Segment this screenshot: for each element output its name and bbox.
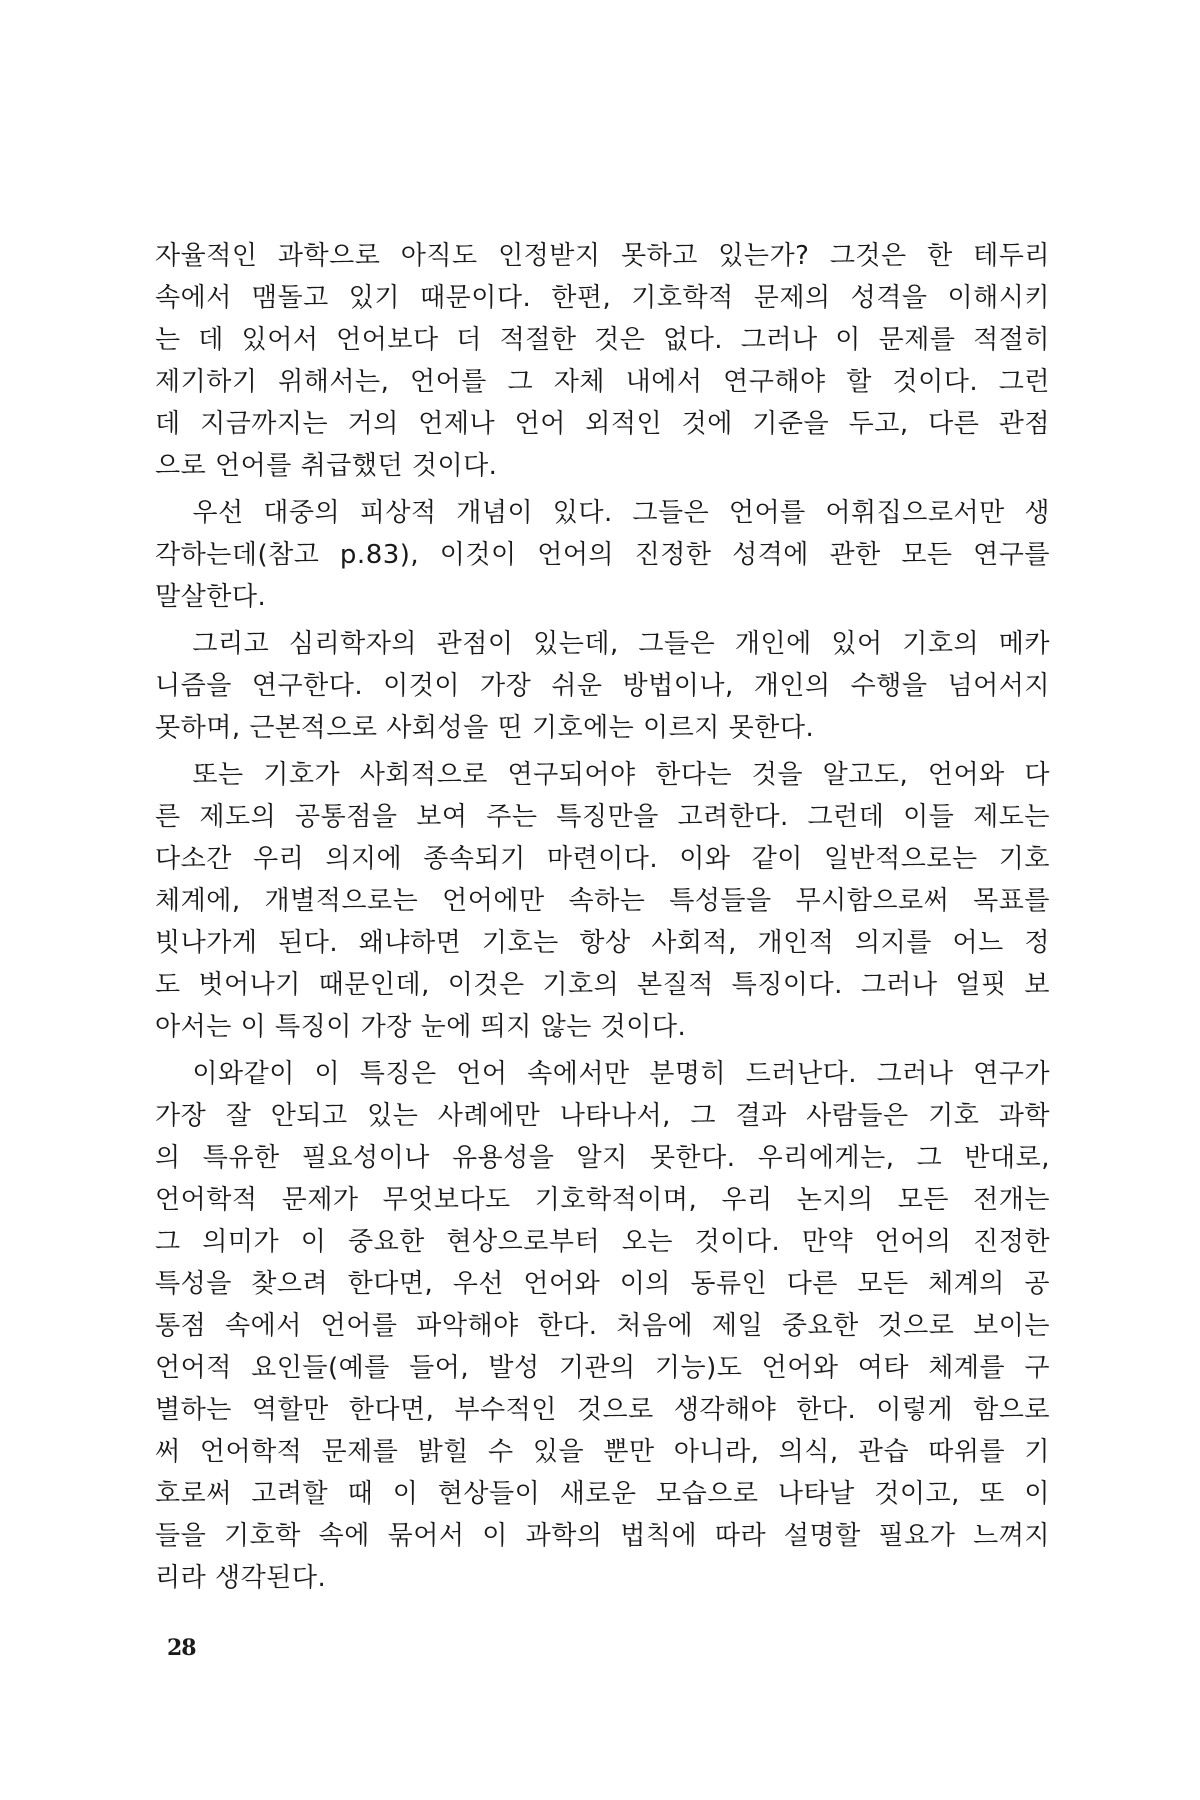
text-line: 는 데 있어서 언어보다 더 적절한 것은 없다. 그러나 이 문제를 적절히 — [155, 325, 1050, 355]
text-line: 못하며, 근본적으로 사회성을 띤 기호에는 이르지 못한다. — [155, 713, 815, 743]
text-line: 언어적 요인들(예를 들어, 발성 기관의 기능)도 언어와 여타 체계를 구 — [155, 1353, 1050, 1383]
text-line: 아서는 이 특징이 가장 눈에 띄지 않는 것이다. — [155, 1012, 687, 1042]
text-line: 호로써 고려할 때 이 현상들이 새로운 모습으로 나타날 것이고, 또 이 — [155, 1479, 1050, 1509]
paragraph — [155, 1053, 1050, 1599]
text-line: 또는 기호가 사회적으로 연구되어야 한다는 것을 알고도, 언어와 다 — [155, 760, 1050, 790]
paragraph — [155, 492, 1050, 618]
text-line: 다소간 우리 의지에 종속되기 마련이다. 이와 같이 일반적으로는 기호 — [155, 844, 1050, 874]
text-line: 데 지금까지는 거의 언제나 언어 외적인 것에 기준을 두고, 다른 관점 — [155, 409, 1050, 439]
text-line: 제기하기 위해서는, 언어를 그 자체 내에서 연구해야 할 것이다. 그런 — [155, 367, 1050, 397]
text-line: 이와같이 이 특징은 언어 속에서만 분명히 드러난다. 그러나 연구가 — [155, 1059, 1050, 1089]
text-line: 통점 속에서 언어를 파악해야 한다. 처음에 제일 중요한 것으로 보이는 — [155, 1311, 1050, 1341]
text-line: 들을 기호학 속에 묶어서 이 과학의 법칙에 따라 설명할 필요가 느껴지 — [155, 1521, 1050, 1551]
paragraph — [155, 235, 1050, 487]
text-line: 빗나가게 된다. 왜냐하면 기호는 항상 사회적, 개인적 의지를 어느 정 — [155, 928, 1050, 958]
text-line: 니즘을 연구한다. 이것이 가장 쉬운 방법이나, 개인의 수행을 넘어서지 — [155, 671, 1050, 701]
page-number: 28 — [167, 1635, 196, 1661]
text-line: 리라 생각된다. — [155, 1563, 327, 1593]
text-line: 그 의미가 이 중요한 현상으로부터 오는 것이다. 만약 언어의 진정한 — [155, 1227, 1050, 1257]
text-line: 써 언어학적 문제를 밝힐 수 있을 뿐만 아니라, 의식, 관습 따위를 기 — [155, 1437, 1050, 1467]
text-line: 가장 잘 안되고 있는 사례에만 나타나서, 그 결과 사람들은 기호 과학 — [155, 1101, 1050, 1131]
body-text — [155, 235, 1050, 1599]
text-line: 그리고 심리학자의 관점이 있는데, 그들은 개인에 있어 기호의 메카 — [155, 629, 1050, 659]
paragraph — [155, 754, 1050, 1048]
text-line: 각하는데(참고 p.83), 이것이 언어의 진정한 성격에 관한 모든 연구를 — [155, 540, 1050, 570]
text-line: 속에서 맴돌고 있기 때문이다. 한편, 기호학적 문제의 성격을 이해시키 — [155, 283, 1050, 313]
text-line: 말살한다. — [155, 582, 267, 612]
text-line: 특성을 찾으려 한다면, 우선 언어와 이의 동류인 다른 모든 체계의 공 — [155, 1269, 1050, 1299]
text-line: 언어학적 문제가 무엇보다도 기호학적이며, 우리 논지의 모든 전개는 — [155, 1185, 1050, 1215]
text-line: 의 특유한 필요성이나 유용성을 알지 못한다. 우리에게는, 그 반대로, — [155, 1143, 1050, 1173]
text-line: 체계에, 개별적으로는 언어에만 속하는 특성들을 무시함으로써 목표를 — [155, 886, 1050, 916]
text-line: 자율적인 과학으로 아직도 인정받지 못하고 있는가? 그것은 한 테두리 — [155, 241, 1050, 271]
text-line: 른 제도의 공통점을 보여 주는 특징만을 고려한다. 그런데 이들 제도는 — [155, 802, 1050, 832]
text-line: 으로 언어를 취급했던 것이다. — [155, 451, 498, 481]
text-line: 도 벗어나기 때문인데, 이것은 기호의 본질적 특징이다. 그러나 얼핏 보 — [155, 970, 1050, 1000]
paragraph — [155, 623, 1050, 749]
text-line: 별하는 역할만 한다면, 부수적인 것으로 생각해야 한다. 이렇게 함으로 — [155, 1395, 1050, 1425]
text-line: 우선 대중의 피상적 개념이 있다. 그들은 언어를 어휘집으로서만 생 — [155, 498, 1050, 528]
